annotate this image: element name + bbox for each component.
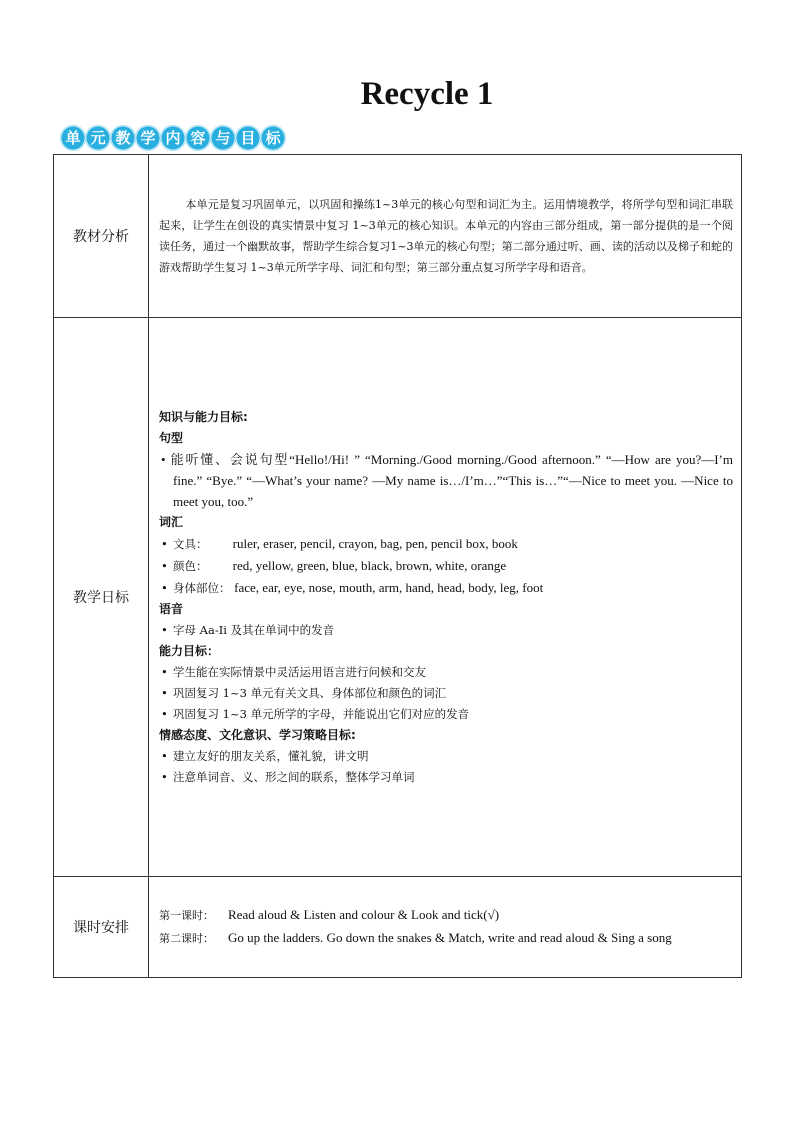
ability-item <box>159 662 733 683</box>
ability-text: 学生能在实际情景中灵活运用语言进行问候和交友 <box>173 664 426 679</box>
vocab-heading: 词汇 <box>159 514 184 529</box>
bullet: • <box>161 769 168 784</box>
ability-item <box>159 683 733 704</box>
analysis-label: 教材分析 <box>54 155 149 318</box>
lesson-value: Read aloud & Listen and colour & Look and tick(√) <box>228 907 500 922</box>
ability-item <box>159 704 733 725</box>
knowledge-heading: 知识与能力目标: <box>159 409 248 424</box>
banner-char: 目 <box>235 125 261 151</box>
bullet: • <box>161 706 168 721</box>
bullet: • <box>161 580 168 595</box>
vocab-label: 身体部位： <box>173 580 231 595</box>
section-banner <box>60 125 285 151</box>
ability-heading: 能力目标： <box>159 643 220 658</box>
banner-char: 单 <box>60 125 86 151</box>
lesson-label: 第二课时： <box>159 932 214 945</box>
sentence-heading: 句型 <box>159 430 184 445</box>
bullet: • <box>161 664 168 679</box>
lesson-value: Go up the ladders. Go down the snakes & Match, write and read aloud & Sing a song <box>228 930 672 945</box>
bullet: • <box>161 685 168 700</box>
schedule-row <box>54 877 742 978</box>
phonics-item <box>159 620 733 641</box>
sentence-text: 能听懂、会说句型“Hello!/Hi! ” “Morning./Good morning./Good afternoon.” “—How are you?—I’m fine.” “Bye.” “—What’s your name? —My name is…/I’m…”“This is…”“—Nice to meet you. —Nice to meet you, too.” <box>170 451 733 509</box>
bullet: • <box>161 622 168 637</box>
bullet: • <box>161 451 166 467</box>
goals-row <box>54 318 742 877</box>
vocab-item <box>159 577 733 599</box>
page-title: Recycle 1 <box>360 76 494 112</box>
analysis-cell <box>149 155 742 318</box>
bullet: • <box>161 536 168 551</box>
emotion-item <box>159 767 733 788</box>
banner-char: 内 <box>160 125 186 151</box>
ability-text: 巩固复习 1~3 单元有关文具、身体部位和颜色的词汇 <box>173 685 447 700</box>
lesson-plan-table <box>53 154 742 978</box>
vocab-value: ruler, eraser, pencil, crayon, bag, pen, pencil box, book <box>232 535 518 551</box>
emotion-text: 注意单词音、义、形之间的联系，整体学习单词 <box>173 769 415 784</box>
analysis-text: 本单元是复习巩固单元，以巩固和操练1~3单元的核心句型和词汇为主。运用情境教学，将所学句型和词汇串联起来，让学生在创设的真实情景中复习 1~3单元的核心知识。本单元的内容由三部分组成，第一部分提供的是一个阅读任务，通过一个幽默故事，帮助学生综合复习1~3单元的核心句型；第二部分通过听、画、读的活动以及梯子和蛇的游戏帮助学生复习 1~3单元所学字母、词汇和句型；第三部分重点复习所学字母和语音。 <box>159 198 733 274</box>
lesson-item <box>159 927 733 950</box>
phonics-text: 字母 Aa-Ii 及其在单词中的发音 <box>173 622 335 637</box>
banner-char: 教 <box>110 125 136 151</box>
banner-char: 学 <box>135 125 161 151</box>
vocab-label: 颜色： <box>173 558 208 573</box>
emotion-text: 建立友好的朋友关系，懂礼貌，讲文明 <box>173 748 369 763</box>
analysis-row <box>54 155 742 318</box>
bullet: • <box>161 748 168 763</box>
vocab-item <box>159 533 733 555</box>
banner-char: 标 <box>260 125 286 151</box>
banner-char: 元 <box>85 125 111 151</box>
vocab-label: 文具： <box>173 536 208 551</box>
vocab-value: red, yellow, green, blue, black, brown, white, orange <box>232 557 507 573</box>
bullet: • <box>161 558 168 573</box>
goals-cell <box>149 318 742 877</box>
lesson-label: 第一课时： <box>159 909 214 922</box>
ability-text: 巩固复习 1~3 单元所学的字母，并能说出它们对应的发音 <box>173 706 470 721</box>
phonics-heading: 语音 <box>159 601 184 616</box>
goals-label: 教学日标 <box>54 318 149 877</box>
schedule-cell <box>149 877 742 978</box>
vocab-value: face, ear, eye, nose, mouth, arm, hand, head, body, leg, foot <box>234 579 544 595</box>
schedule-label: 课时安排 <box>54 877 149 978</box>
sentence-item <box>159 449 733 512</box>
emotion-heading: 情感态度、文化意识、学习策略目标: <box>159 727 356 742</box>
banner-char: 容 <box>185 125 211 151</box>
emotion-item <box>159 746 733 767</box>
vocab-item <box>159 555 733 577</box>
banner-char: 与 <box>210 125 236 151</box>
lesson-item <box>159 904 733 927</box>
